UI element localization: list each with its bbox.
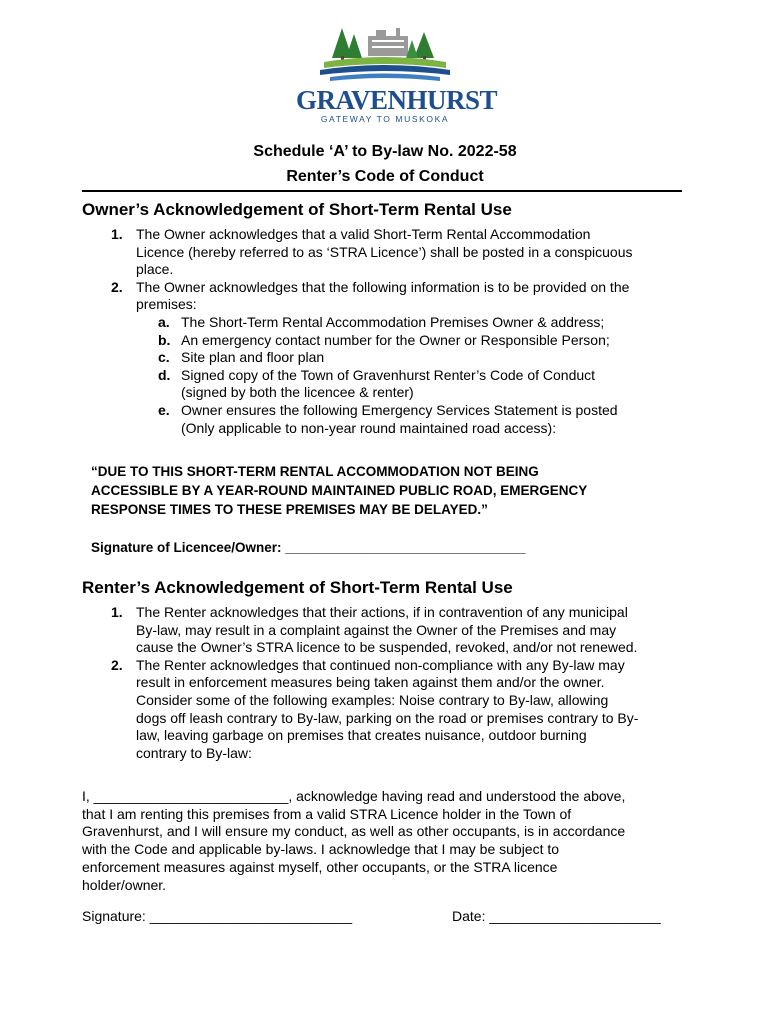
emergency-services-statement: “DUE TO THIS SHORT-TERM RENTAL ACCOMMODATION NOT BEING ACCESSIBLE BY A YEAR-ROUND MAINTAINED PUBLIC ROAD, EMERGENCY RESPONSE TIMES TO THESE PREMISES MAY BE DELAYED.” bbox=[91, 464, 588, 517]
sub-list-letter: e. bbox=[158, 401, 170, 418]
list-item-number: 2. bbox=[111, 656, 123, 673]
sub-list-item: a. The Short-Term Rental Accommodation Premises Owner & address; bbox=[158, 313, 605, 330]
sub-list-letter: c. bbox=[158, 349, 170, 366]
owner-signature-field[interactable]: Signature of Licencee/Owner: ________________________________ bbox=[91, 540, 526, 555]
sub-list-item: d. Signed copy of the Town of Gravenhurst Renter’s Code of Conduct (signed by both the licencee & renter) bbox=[158, 366, 596, 401]
logo-wordmark: GRAVENHURST bbox=[296, 85, 498, 115]
list-item-number: 1. bbox=[111, 604, 123, 620]
gravenhurst-logo bbox=[296, 26, 498, 124]
logo-tagline: GATEWAY TO MUSKOKA bbox=[320, 114, 450, 124]
sub-list-letter: b. bbox=[158, 331, 171, 348]
sub-list-item: c. Site plan and floor plan bbox=[158, 349, 325, 366]
list-item: 2. The Owner acknowledges that the following information is to be provided on the premises: bbox=[111, 278, 630, 313]
renter-name-field[interactable]: I, _________________________, acknowledge having read and understood the above, bbox=[82, 788, 626, 804]
owner-acknowledgement-list bbox=[82, 226, 682, 437]
sub-list-letter: a. bbox=[158, 313, 170, 330]
renter-section-heading: Renter’s Acknowledgement of Short-Term Rental Use bbox=[82, 578, 513, 597]
list-item-number: 1. bbox=[111, 226, 123, 242]
list-item: 2. The Renter acknowledges that continued non-compliance with any By-law may result in enforcement measures being taken against them and/or the owner. Consider some of the following examples: Noise contrary to By-law, allowing dogs off leash contrary to By-law, parking on the road or premises contrary to By- law, leaving garbage on premises that creates nuisance, outdoor burning contrary to By-law: bbox=[111, 656, 639, 761]
renter-acknowledgement-list bbox=[82, 604, 682, 762]
sub-list-item: e. Owner ensures the following Emergency Services Statement is posted (Only applicable to non-year round maintained road access): bbox=[158, 401, 618, 436]
renter-declaration-paragraph: I, _________________________, acknowledge having read and understood the above, that I am renting this premises from a valid STRA Licence holder in the Town of Gravenhurst, and I will ensure my conduct, as well as other occupants, is in accordance with the Code and applicable by-laws. I acknowledge that I may be subject to enforcement measures against myself, other occupants, or the STRA licence holder/owner. bbox=[82, 788, 692, 894]
owner-section-heading: Owner’s Acknowledgement of Short-Term Rental Use bbox=[82, 200, 512, 219]
title-divider bbox=[82, 190, 682, 192]
code-title: Renter’s Code of Conduct bbox=[286, 168, 484, 185]
renter-signature-field[interactable]: Signature: __________________________ bbox=[82, 908, 353, 924]
sub-list-letter: d. bbox=[158, 366, 171, 383]
list-item: 1. The Owner acknowledges that a valid Short-Term Rental Accommodation Licence (hereby referred to as ‘STRA Licence’) shall be posted in a conspicuous place. bbox=[111, 226, 633, 278]
date-field[interactable]: Date: ______________________ bbox=[452, 908, 661, 924]
sub-list-item: b. An emergency contact number for the Owner or Responsible Person; bbox=[158, 331, 610, 348]
logo-graphic-icon bbox=[296, 26, 474, 88]
list-item: 1. The Renter acknowledges that their actions, if in contravention of any municipal By-law, may result in a complaint against the Owner of the Premises and may cause the Owner’s STRA licence to be suspended, revoked, and/or not renewed. bbox=[111, 604, 638, 656]
list-item-number: 2. bbox=[111, 278, 123, 295]
schedule-title: Schedule ‘A’ to By-law No. 2022-58 bbox=[253, 143, 517, 160]
